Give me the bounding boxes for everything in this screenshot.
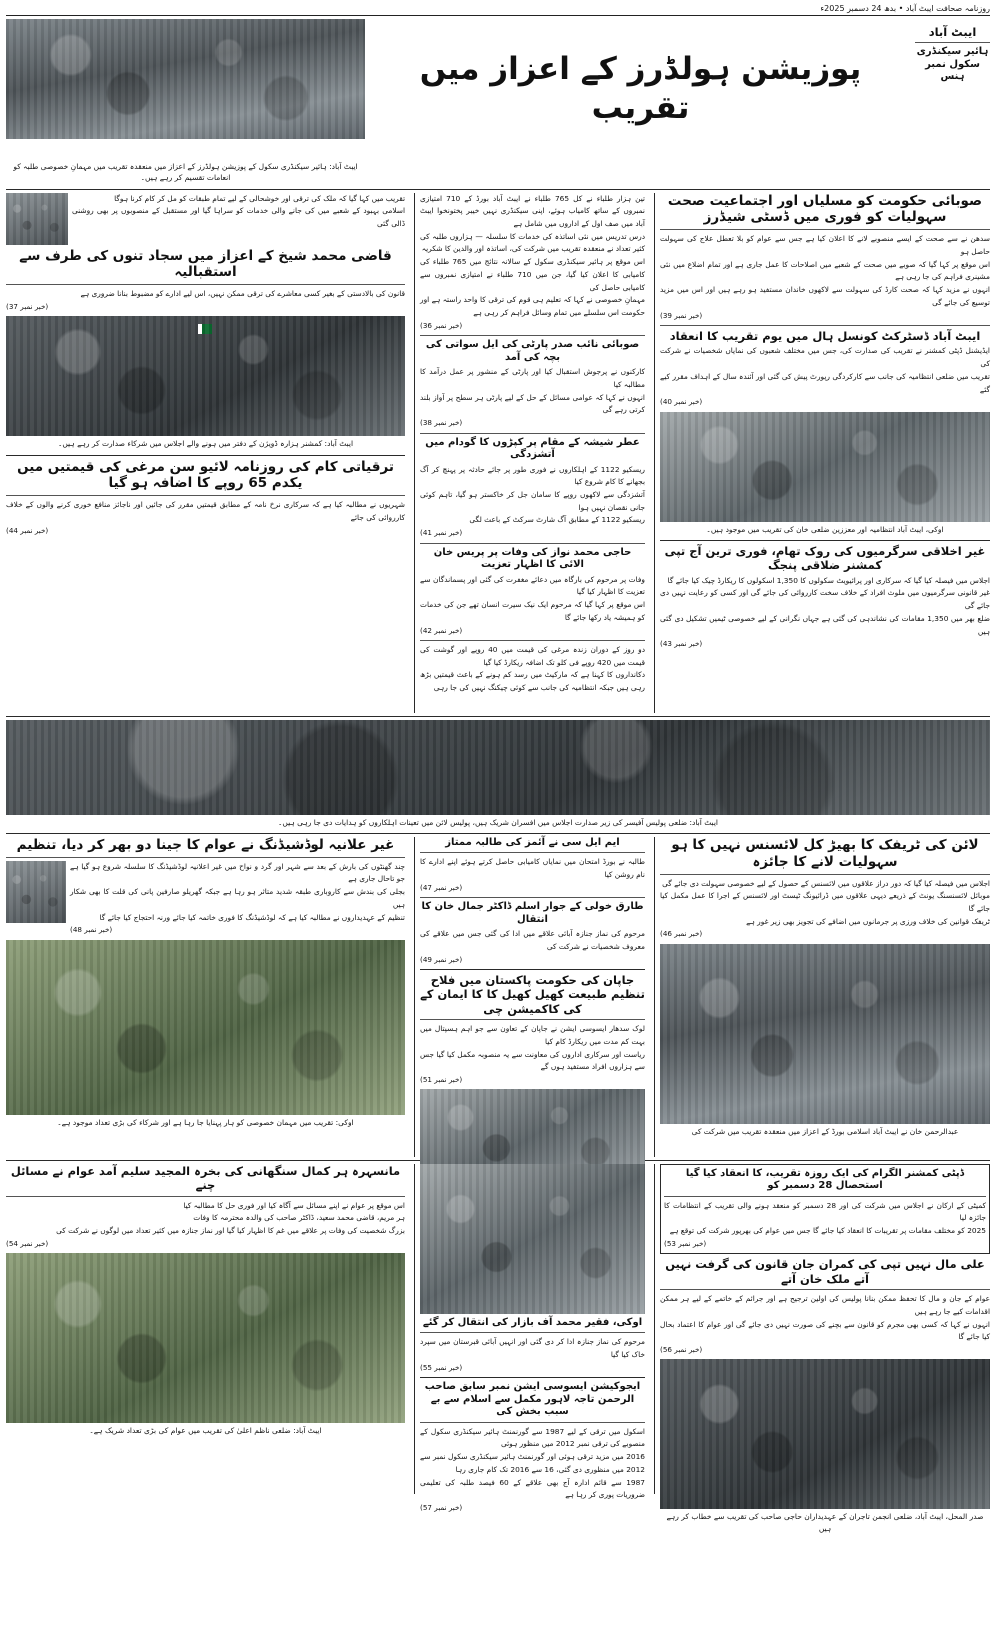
article-body-a18: اسکول میں ترقی کے لیے 1987 سے گورنمنٹ ہائیر سیکنڈری سکول کے منصوبے کی ترقی نمبر 2012 میں منظور ہوئی 2016 میں مزید ترقی ہوئی اور گورنمنٹ ہائیر سیکنڈری سکول نمبر سے 2012 میں منظوری دی گئی، 16 سے 2016 تک کام جاری رہا 1987 سے قائم ادارہ آج بھی علاقے کے 60 فیصد طلبہ کی تعلیمی ضروریات پوری کر رہا ہے (خبر نمبر 57) [420,1426,646,1512]
article-headline-a1: صوبائی حکومت کو مسلیاں اور اجتماعیت صحت سہولیات کو فوری میں ڈسٹی شیڈرز [667,192,983,226]
caption-elders: عبدالرحمن خان نے ایبٹ آباد اسلامی بورڈ کے اعزاز میں منعقدہ تقریب میں شرکت کی [691,1126,959,1136]
photo-seated-panel [420,1164,645,1314]
article-body-a3: اجلاس میں فیصلہ کیا گیا کہ سرکاری اور پرائیویٹ سکولوں کا 1,350 اسکولوں کا ریکارڈ چیک کیا جائے گا غیر قانونی سرگرمیوں میں ملوث افراد کے خلاف سخت کارروائی کی جائے گی اور کسی کو رعایت نہیں دی جائے گی ضلع بھر میں 1,350 مقامات کی نشاندہی کی گئی ہے جہاں نگرانی کے لیے خصوصی ٹیمیں تشکیل دی گئی ہیں (خبر نمبر 43) [660,575,991,649]
masthead-line: روزنامہ صحافت ایبٹ آباد • بدھ 24 دسمبر 2025ء [820,4,990,13]
article-headline-a5: عطر شیشہ کے مقام پر کپڑوں کا گودام میں آتشزدگی [425,436,640,461]
caption-last: صدر المحل، ایبٹ آباد، ضلعی انجمن تاجران کے عہدیداران حاجی صاحب کی تقریب سے خطاب کر رہے ہیں [666,1512,984,1533]
photo-police-lineup [6,720,990,815]
caption-green: ایبٹ آباد: ضلعی ناظم اعلیٰ کی تقریب میں عوام کی بڑی تعداد شریک ہے۔ [89,1426,322,1436]
article-headline-a15: علی مال نہیں تپی کی کمران جان قانون کی گرفت نہیں آتے ملک خان آتے [665,1257,985,1286]
article-headline-a11: ایم ایل سی نے آئمز کی طالبہ ممتاز [445,836,620,848]
article-headline-a10: غیر علانیہ لوڈشیڈنگ نے عوام کا جینا دو بھر کر دیا، تنظیم [16,836,395,853]
portrait-photo-2 [6,861,66,923]
lead-headline: پوزیشن ہولڈرز کے اعزاز میں تقریب [419,51,862,126]
article-headline-a4: صوبائی نائب صدر پارٹی کی ایل سواتی کی بچہ کی آمد [425,339,640,363]
article-headline-a2: ایبٹ آباد ڈسٹرکٹ کونسل ہال میں یوم تقریب کا انعقاد [669,329,981,344]
portrait-photo-1 [6,193,68,245]
photo-large-group [660,944,990,1124]
article-body-a14: کمیٹی کے ارکان نے اجلاس میں شرکت کی اور 28 دسمبر کو منعقد ہونے والی تقریب کے انتظامات کا جائزہ لیا 2025 کو مختلف مقامات پر تقریبات کا انعقاد کیا جائے گا جس میں عوام کی بھرپور شرکت کی توقع ہے (خبر نمبر 53) [664,1200,986,1248]
article-body-a15: عوام کے جان و مال کا تحفظ ممکن بنانا پولیس کی اولین ترجیح ہے اور جرائم کے خاتمے کے لیے ہر ممکن اقدامات کیے جا رہے ہیں انہوں نے کہا کہ کسی بھی مجرم کو قانون سے بچنے کی صورت نہیں دی جائے گی اور عوام کا اعتماد بحال کیا جائے گا (خبر نمبر 56) [660,1294,990,1355]
article-body-a16: اس موقع پر عوام نے اپنے مسائل سے آگاہ کیا اور فوری حل کا مطالبہ کیا ہر مریم، قاضی محمد سعید، ڈاکٹر صاحب کی والدہ محترمہ کا وفات بزرگ شخصیت کی وفات پر علاقے میں غم کا اظہار کیا گیا اور نماز جنازہ میں کثیر تعداد میں لوگوں نے شرکت کی (خبر نمبر 54) [6,1200,405,1248]
article-headline-a13: جاپان کی حکومت پاکستان میں فلاح تنظیم طبیعت کھیل کھیل کا کا ایمان کے کی کاکمیشن چی [420,972,645,1016]
article-headline-a6: حاجی محمد نواز کی وفات پر پریس خان الائی کا اظہار تعزیت [433,546,632,571]
flag-icon [198,324,212,334]
caption-group1: اوکی، ایبٹ آباد انتظامیہ اور معززین ضلعی خان کی تقریب میں موجود ہیں۔ [706,524,944,534]
article-body-a6: وفات پر مرحوم کی بارگاہ میں دعائے مغفرت کی گئی اور پسماندگان سے تعزیت کا اظہار کیا گیا اس موقع پر کہا گیا کہ مرحوم ایک نیک سیرت انسان تھے جن کی خدمات کو ہمیشہ یاد رکھا جائے گا (خبر نمبر 42) [420,574,645,635]
article-body-a1: سدھن نے سے صحت کے ایسے منصوبے لانے کا اعلان کیا ہے جس سے عوام کو بلا تعطل علاج کی سہولت حاصل ہو اس موقع پر کہا گیا کہ صوبے میں صحت کے شعبے میں اصلاحات کا عمل جاری ہے اور تمام اضلاع میں نئی مشینری فراہم کی جا رہی ہے انہوں نے مزید کہا کہ صحت کارڈ کی سہولت سے لاکھوں خاندان مستفید ہو رہے ہیں اور اس میں مزید توسیع کی جائے گی (خبر نمبر 39) [660,234,990,320]
article-body-a11: طالبہ نے بورڈ امتحان میں نمایاں کامیابی حاصل کرتے ہوئے اپنے ادارے کا نام روشن کیا (خبر نمبر 47) [420,857,645,892]
article-body-a5: ریسکیو 1122 کے اہلکاروں نے فوری طور پر جائے حادثہ پر پہنچ کر آگ بجھانے کا کام شروع کیا آتشزدگی سے لاکھوں روپے کا سامان جل کر خاکستر ہو گیا، تاہم کوئی جانی نقصان نہیں ہوا ریسکیو 1122 کے مطابق آگ شارٹ سرکٹ کے باعث لگی (خبر نمبر 41) [420,464,645,538]
lead-kicker-sub2: سکول نمبر ہنس [925,58,980,83]
article-body-a2: ایڈیشنل ڈپٹی کمشنر نے تقریب کی صدارت کی، جس میں مختلف شعبوں کی نمایاں شخصیات نے شرکت کی تقریب میں ضلعی انتظامیہ کی جانب سے کارکردگی رپورٹ پیش کی گئی اور آئندہ سال کے اہداف مقرر کیے گئے (خبر نمبر 40) [660,346,990,407]
article-headline-a16: مانسہرہ ہر کمال سنگھانی کی بخرہ المجید سلیم آمد عوام نے مسائل چنے [10,1163,401,1193]
lead-photo [6,19,365,139]
caption-police: ایبٹ آباد: ضلعی پولیس آفیسر کی زیر صدارت اجلاس میں افسران شریک ہیں، پولیس لائن میں تعینات اہلکاروں کو ہدایات دی جا رہی ہیں۔ [278,817,718,827]
article-headline-a14-l2: استحصال 28 دسمبر کو [767,1180,883,1192]
photo-outdoor-gathering [6,1253,405,1423]
article-body-a10: چند گھنٹوں کی بارش کے بعد سے شہر اور گرد و نواح میں غیر اعلانیہ لوڈشیڈنگ کا سلسلہ شروع ہو گیا ہے جو تاحال جاری ہے بجلی کی بندش سے کاروباری طبقہ شدید متاثر ہو رہا ہے جبکہ گھریلو صارفین پانی کی قلت کا بھی شکار ہیں تنظیم کے عہدیداروں نے مطالبہ کیا ہے کہ لوڈشیڈنگ کا فوری خاتمہ کیا جائے ورنہ احتجاج کیا جائے گا (خبر نمبر 48) [70,861,405,935]
lead-body: تین ہزار طلباء نے کل 765 طلباء نے ایبٹ آباد بورڈ کے 710 امتیازی نمبروں کے ساتھ کامیاب ہوئے، اپنی سیکنڈری نہیں خیبر پختونخوا ایبٹ آباد میں صف اول کے اداروں میں شامل ہے درس تدریس میں نئی اساتذہ کی خدمات کا سلسلہ — ہزاروں طلبہ کی کثیر تعداد نے منعقدہ تقریب میں شرکت کی، اساتذہ اور والدین کا شکریہ اس موقع پر ہائیر سیکنڈری سکول کے سالانہ نتائج میں 765 طلباء کی کامیابی کا اعلان کیا گیا، جن میں 710 طلباء نے امتیازی نمبروں سے کامیابی حاصل کی مہمانِ خصوصی نے کہا کہ تعلیم ہی قوم کی ترقی کا واحد راستہ ہے اور حکومت اس سلسلے میں تمام وسائل فراہم کر رہی ہے (خبر نمبر 36) [420,193,646,330]
lead-photo-caption: ایبٹ آباد: ہائیر سیکنڈری سکول کے پوزیشن ہولڈرز کے اعزاز میں منعقدہ تقریب میں مہمانِ خصوصی طلبہ کو انعامات تقسیم کر رہے ہیں۔ [13,162,358,183]
caption-office: ایبٹ آباد: کمشنر ہزارہ ڈویژن کے دفتر میں ہونے والے اجلاس میں شرکاء صدارت کر رہے ہیں۔ [57,439,354,449]
article-box-a14 [660,1164,990,1255]
article-body-a7-top: تقریب میں کہا گیا کہ ملک کی ترقی اور خوشحالی کے لیے تمام طبقات کو مل کر کام کرنا ہوگا اسلامی بہبود کے شعبے میں کی جانے والی خدمات کو سراہا گیا اور مستقبل کے منصوبوں پر بھی روشنی ڈالی گئی [72,193,405,228]
photo-office-meeting [6,316,405,436]
article-body-a8-overflow: دو روز کے دوران زندہ مرغی کی قیمت میں 40 روپے اور گوشت کی قیمت میں 420 روپے فی کلو تک اضافہ ریکارڈ کیا گیا دکانداروں کا کہنا ہے کہ مارکیٹ میں رسد کم ہونے کے باعث قیمتیں بڑھ رہی ہیں جبکہ انتظامیہ کی جانب سے کوئی چیکنگ نہیں کی جا رہی [420,644,645,693]
lead-kicker-sub1: ہائیر سیکنڈری [916,46,989,58]
photo-award-presentation [660,1359,990,1509]
article-body-a7: قانون کی بالادستی کے بغیر کسی معاشرے کی ترقی ممکن نہیں، اس لیے ادارے کو مضبوط بنانا ضروری ہے (خبر نمبر 37) [6,289,405,311]
article-body-a4: کارکنوں نے پرجوش استقبال کیا اور پارٹی کے منشور پر عمل درآمد کا مطالبہ کیا انہوں نے کہا کہ عوامی مسائل کے حل کے لیے پارٹی ہر سطح پر آواز بلند کرتی رہے گی (خبر نمبر 38) [420,367,645,428]
article-body-a13: لوک سدھار ایسوسی ایشن نے جاپان کے تعاون سے جو اہم ہسپتال میں بہت کم مدت میں ریکارڈ کام کیا ریاست اور سرکاری اداروں کی معاونت سے یہ منصوبہ مکمل کیا گیا جس سے ہزاروں افراد مستفید ہوں گے (خبر نمبر 51) [420,1024,645,1084]
article-body-a17: مرحوم کی نماز جنازہ ادا کر دی گئی اور انہیں آبائی قبرستان میں سپرد خاک کیا گیا (خبر نمبر 55) [420,1337,645,1372]
article-headline-a18: ایجوکیشن ایسوسی ایشن نمبر سابق صاحب الرحمن تاجہ لاہور مکمل سے اسلام سے بے سبب بخش کی [424,1381,641,1418]
lead-kicker-city: ایبٹ آباد [928,25,977,39]
caption-garland: اوکی: تقریب میں مہمان خصوصی کو ہار پہنایا جا رہا ہے اور شرکاء کی بڑی تعداد موجود ہے۔ [57,1117,354,1127]
photo-group-elders [660,412,990,522]
article-body-a9: اجلاس میں فیصلہ کیا گیا کہ دور دراز علاقوں میں لائسنس کے حصول کے لیے خصوصی سہولت دی جائے گی موبائل لائسنسنگ یونٹ کے ذریعے دیہی علاقوں میں ڈرائیونگ ٹیسٹ اور لائسنس کے اجرا کا عمل مکمل کیا جائے گا ٹریفک قوانین کی خلاف ورزی پر جرمانوں میں اضافے کی تجویز بھی زیر غور ہے (خبر نمبر 46) [660,878,990,939]
photo-garland-ceremony [6,940,405,1115]
article-headline-a14-l1: ڈپٹی کمشنر الگرام کی ایک روزہ تقریب، کا انعقاد کیا گیا [685,1167,965,1179]
masthead [6,4,990,16]
article-body-a8: شہریوں نے مطالبہ کیا ہے کہ سرکاری نرخ نامہ کے مطابق قیمتیں مقرر کی جائیں اور ناجائز منافع خوری کرنے والوں کے خلاف کارروائی کی جائے (خبر نمبر 44) [6,500,405,535]
article-headline-a8: ترقیاتی کام کی روزنامہ لائیو سن مرغی کی قیمتیں میں یکدم 65 روپے کا اضافہ ہو گیا [17,458,394,492]
article-headline-a7: قاضی محمد شیخ کے اعزاز میں سجاد تنوں کی طرف سے استقبالیہ [19,247,392,281]
article-headline-a12: طارق خولی کے جوار اسلم ڈاکٹر جمال خان کا انتقال [421,901,644,925]
article-headline-a9: لائن کی ٹریفک کا بھیڑ کل لائسنس نہیں کا ہو سہولیات لانے کا جائزہ [671,836,979,870]
article-headline-a17: اوکی، فقیر محمد آف بازار کی انتقال کر گئے [422,1316,643,1328]
article-body-a12: مرحوم کی نماز جنازہ آبائی علاقے میں ادا کی گئی جس میں علاقے کی معروف شخصیات نے شرکت کی (خبر نمبر 49) [420,929,645,964]
article-headline-a3: غیر اخلاقی سرگرمیوں کی روک تھام، فوری ترین آج تپی کمشنر ضلاقی پنجگ [664,543,986,573]
